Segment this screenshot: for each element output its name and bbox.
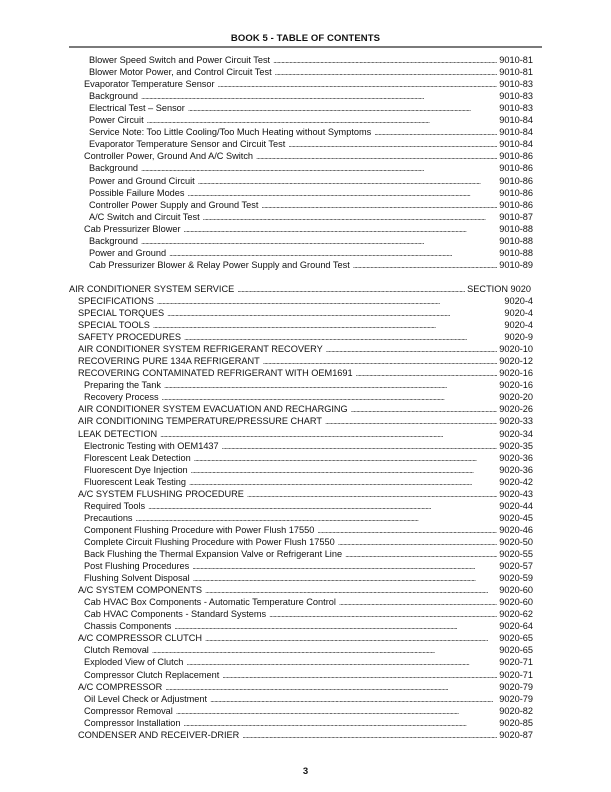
toc-entry[interactable] <box>78 584 533 596</box>
toc-entry[interactable] <box>78 729 533 741</box>
toc-entry-title: CONDENSER AND RECEIVER-DRIER <box>78 729 240 740</box>
page-title: BOOK 5 - TABLE OF CONTENTS <box>230 33 381 44</box>
toc-entry-page: 9020-85 <box>499 717 533 728</box>
toc-entry-page: 9020-12 <box>499 356 533 367</box>
toc-entry-page: 9020-16 <box>499 380 533 391</box>
toc-entry-title: AIR CONDITIONER SYSTEM REFRIGERANT RECOVERY <box>78 344 323 355</box>
toc-entry-page: 9020-71 <box>499 669 533 680</box>
toc-entry[interactable] <box>84 452 533 464</box>
toc-entry-title: Complete Circuit Flushing Procedure with Power Flush 17550 <box>84 536 335 547</box>
toc-entry[interactable] <box>84 669 533 681</box>
toc-entry[interactable] <box>84 78 533 90</box>
toc-entry-title: A/C Switch and Circuit Test <box>89 211 200 222</box>
toc-entry[interactable] <box>84 150 533 162</box>
toc-entry-page: 9020-71 <box>499 657 533 668</box>
toc-entry[interactable] <box>89 235 533 247</box>
toc-entry-title: Controller Power, Ground And A/C Switch <box>84 151 254 162</box>
toc-entry-title: Compressor Installation <box>84 717 181 728</box>
toc-entry-page: 9020-4 <box>504 295 533 306</box>
toc-entry-title: Exploded View of Clutch <box>84 657 184 668</box>
toc-entry-page: 9010-83 <box>499 79 533 90</box>
toc-entry-page: 9020-59 <box>499 573 533 584</box>
toc-entry-title: A/C COMPRESSOR <box>78 681 163 692</box>
toc-entry[interactable] <box>89 259 533 271</box>
toc-entry[interactable] <box>78 488 533 500</box>
toc-entry[interactable] <box>89 138 533 150</box>
toc-entry-page: 9020-46 <box>499 524 533 535</box>
toc-entry-title: RECOVERING PURE 134A REFRIGERANT <box>78 356 260 367</box>
toc-entry-page: 9020-34 <box>499 428 533 439</box>
toc-entry-title: Blower Speed Switch and Power Circuit Test <box>89 55 271 65</box>
toc-entry-page: 9020-55 <box>499 549 533 559</box>
toc-entry-title: Compressor Removal <box>84 705 173 716</box>
toc-entry-page: 9020-36 <box>499 464 533 475</box>
toc-entry[interactable] <box>84 705 533 717</box>
toc-entry[interactable] <box>78 415 533 427</box>
toc-entry-page: 9020-65 <box>499 633 533 644</box>
toc-entry-title: Power and Ground Circuit <box>89 175 195 186</box>
toc-entry[interactable] <box>78 403 533 415</box>
toc-entry-page: 9010-84 <box>499 139 533 150</box>
toc-entry-page: 9010-84 <box>499 127 533 138</box>
toc-entry-title: Cab HVAC Components - Standard Systems <box>84 609 267 620</box>
toc-entry[interactable] <box>78 331 533 343</box>
toc-entry-title: A/C SYSTEM COMPONENTS <box>78 585 203 596</box>
toc-entry[interactable] <box>84 512 533 524</box>
toc-entry-page: 9010-84 <box>499 115 533 126</box>
toc-entry-page: 9010-83 <box>499 103 533 114</box>
toc-entry[interactable] <box>69 283 531 295</box>
toc-entry-page: 9010-86 <box>499 175 533 186</box>
toc-entry-page: 9010-83 <box>499 91 533 102</box>
toc-entry-title: Electrical Test – Sensor <box>89 103 185 114</box>
toc-entry[interactable] <box>84 524 533 536</box>
toc-entry-page: 9020-10 <box>499 344 533 355</box>
toc-entry-title: Background <box>89 163 139 174</box>
toc-entry-page: 9010-88 <box>499 235 533 246</box>
toc-entry-title: RECOVERING CONTAMINATED REFRIGERANT WITH OEM1691 <box>78 368 353 379</box>
toc-entry-page: 9010-81 <box>499 67 533 78</box>
toc-entry[interactable] <box>84 464 533 476</box>
toc-entry-page: 9010-86 <box>499 151 533 162</box>
toc-entry-page: 9020-35 <box>499 440 533 451</box>
toc-entry-page: 9020-64 <box>499 621 533 632</box>
toc-entry-title: Cab Pressurizer Blower & Relay Power Supply and Ground Test <box>89 259 350 270</box>
toc-entry[interactable] <box>89 66 533 78</box>
toc-entry-page: 9010-86 <box>499 199 533 210</box>
toc-entry[interactable] <box>78 307 533 319</box>
toc-entry-title: Recovery Process <box>84 392 159 403</box>
toc-entry-page: 9020-4 <box>504 308 533 318</box>
toc-entry-page: 9020-60 <box>499 585 533 596</box>
toc-entry-title: Background <box>89 235 139 246</box>
toc-entry-page: 9020-20 <box>499 392 533 403</box>
toc-entry[interactable] <box>89 102 533 114</box>
toc-entry-page: SECTION 9020 <box>467 283 531 294</box>
toc-entry-page: 9010-87 <box>499 211 533 222</box>
toc-entry[interactable] <box>78 295 533 307</box>
toc-entry-title: Post Flushing Procedures <box>84 561 190 572</box>
toc-entry-title: Possible Failure Modes <box>89 187 185 198</box>
toc-entry[interactable] <box>78 319 533 331</box>
toc-entry[interactable] <box>84 476 533 488</box>
toc-entry-title: A/C SYSTEM FLUSHING PROCEDURE <box>78 488 244 499</box>
toc-entry-title: Power and Ground <box>89 247 167 258</box>
toc-entry-title: Required Tools <box>84 500 146 511</box>
toc-entry-title: Chassis Components <box>84 621 172 632</box>
toc-entry-title: Service Note: Too Little Cooling/Too Much Heating without Symptoms <box>89 127 372 138</box>
toc-entry[interactable] <box>84 644 533 656</box>
toc-entry-title: Compressor Clutch Replacement <box>84 669 220 680</box>
toc-entry[interactable] <box>84 656 533 668</box>
toc-entry-title: Precautions <box>84 512 133 523</box>
toc-entry-title: Cab HVAC Box Components - Automatic Temperature Control <box>84 597 336 608</box>
toc-entry-page: 9020-87 <box>499 729 533 740</box>
toc-entry-page: 9020-79 <box>499 681 533 692</box>
toc-entry-page: 9010-81 <box>499 55 533 65</box>
toc-entry[interactable] <box>89 187 533 199</box>
toc-entry-title: SAFETY PROCEDURES <box>78 332 181 343</box>
toc-entry-title: Evaporator Temperature Sensor and Circuit Test <box>89 139 286 150</box>
toc-entry[interactable] <box>78 367 533 379</box>
toc-entry-title: AIR CONDITIONER SYSTEM SERVICE <box>69 283 235 294</box>
toc-entry-page: 9020-26 <box>499 404 533 415</box>
toc-entry-title: AIR CONDITIONING TEMPERATURE/PRESSURE CHART <box>78 416 323 427</box>
toc-entry-page: 9010-88 <box>499 247 533 258</box>
toc-entry-page: 9020-50 <box>499 536 533 547</box>
dot-leader <box>242 730 497 742</box>
toc-entry-title: Electronic Testing with OEM1437 <box>84 440 219 451</box>
toc-entry-title: Preparing the Tank <box>84 380 161 391</box>
toc-entry-title: Clutch Removal <box>84 645 149 656</box>
toc-entry-title: Fluorescent Dye Injection <box>84 464 188 475</box>
toc-entry[interactable] <box>89 54 533 66</box>
toc-entry-title: SPECIAL TOOLS <box>78 320 150 331</box>
toc-entry[interactable] <box>84 560 533 572</box>
toc-entry[interactable] <box>84 693 533 705</box>
toc-entry[interactable] <box>84 500 533 512</box>
toc-entry[interactable] <box>89 247 533 259</box>
toc-entry[interactable] <box>84 596 533 608</box>
toc-entry[interactable] <box>84 379 533 391</box>
toc-entry[interactable] <box>89 162 533 174</box>
toc-entry-page: 9020-9 <box>504 332 533 343</box>
toc-entry-title: LEAK DETECTION <box>78 428 158 439</box>
toc-entry-title: SPECIAL TORQUES <box>78 308 165 318</box>
toc-entry[interactable] <box>78 632 533 644</box>
toc-entry-page: 9020-4 <box>504 320 533 331</box>
toc-entry[interactable] <box>78 681 533 693</box>
toc-entry-page: 9010-88 <box>499 223 533 234</box>
toc-entry-page: 9020-36 <box>499 452 533 463</box>
toc-entry[interactable] <box>78 343 533 355</box>
toc-entry[interactable] <box>89 126 533 138</box>
toc-entry-page: 9020-62 <box>499 609 533 620</box>
toc-entry-page: 9020-42 <box>499 476 533 487</box>
toc-entry[interactable] <box>78 428 533 440</box>
toc-entry[interactable] <box>89 211 533 223</box>
toc-entry-page: 9010-86 <box>499 163 533 174</box>
toc-entry-title: Blower Motor Power, and Control Circuit Test <box>89 67 272 78</box>
toc-entry-title: Fluorescent Leak Testing <box>84 476 186 487</box>
toc-entry[interactable] <box>89 90 533 102</box>
toc-entry[interactable] <box>84 440 533 452</box>
toc-entry-page: 9020-16 <box>499 368 533 379</box>
toc-entry-title: A/C COMPRESSOR CLUTCH <box>78 633 203 644</box>
toc-entry-title: Background <box>89 91 139 102</box>
page-number: 3 <box>302 766 309 777</box>
toc-entry-title: Back Flushing the Thermal Expansion Valve or Refrigerant Line <box>84 549 343 559</box>
toc-entry[interactable] <box>84 223 533 235</box>
toc-entry-page: 9020-79 <box>499 693 533 704</box>
dot-leader <box>353 260 498 272</box>
toc-entry-title: SPECIFICATIONS <box>78 295 154 306</box>
toc-entry-page: 9010-89 <box>499 259 533 270</box>
toc-entry-title: Florescent Leak Detection <box>84 452 191 463</box>
toc-entry-title: AIR CONDITIONER SYSTEM EVACUATION AND RECHARGING <box>78 404 348 415</box>
toc-entry-title: Power Circuit <box>89 115 144 126</box>
toc-entry-page: 9020-33 <box>499 416 533 427</box>
toc-entry-page: 9020-57 <box>499 561 533 572</box>
toc-entry[interactable] <box>84 620 533 632</box>
toc-entry-page: 9020-45 <box>499 512 533 523</box>
toc-entry[interactable] <box>84 548 533 560</box>
toc-entry[interactable] <box>84 608 533 620</box>
toc-entry-title: Component Flushing Procedure with Power Flush 17550 <box>84 524 315 535</box>
toc-entry-page: 9020-82 <box>499 705 533 716</box>
toc-entry-page: 9020-60 <box>499 597 533 608</box>
toc-entry[interactable] <box>78 355 533 367</box>
toc-entry[interactable] <box>89 114 533 126</box>
toc-entry-page: 9010-86 <box>499 187 533 198</box>
toc-entry-title: Controller Power Supply and Ground Test <box>89 199 259 210</box>
toc-entry[interactable] <box>84 391 533 403</box>
toc-entry-page: 9020-44 <box>499 500 533 511</box>
toc-entry[interactable] <box>84 572 533 584</box>
toc-entry-title: Flushing Solvent Disposal <box>84 573 190 584</box>
toc-entry-title: Evaporator Temperature Sensor <box>84 79 215 90</box>
toc-entry[interactable] <box>89 175 533 187</box>
toc-entry-page: 9020-65 <box>499 645 533 656</box>
toc-entry[interactable] <box>84 717 533 729</box>
toc-entry[interactable] <box>89 199 533 211</box>
toc-entry-title: Cab Pressurizer Blower <box>84 223 181 234</box>
toc-entry-title: Oil Level Check or Adjustment <box>84 693 208 704</box>
toc-entry-page: 9020-43 <box>499 488 533 499</box>
header-divider <box>69 46 542 48</box>
toc-entry[interactable] <box>84 536 533 548</box>
